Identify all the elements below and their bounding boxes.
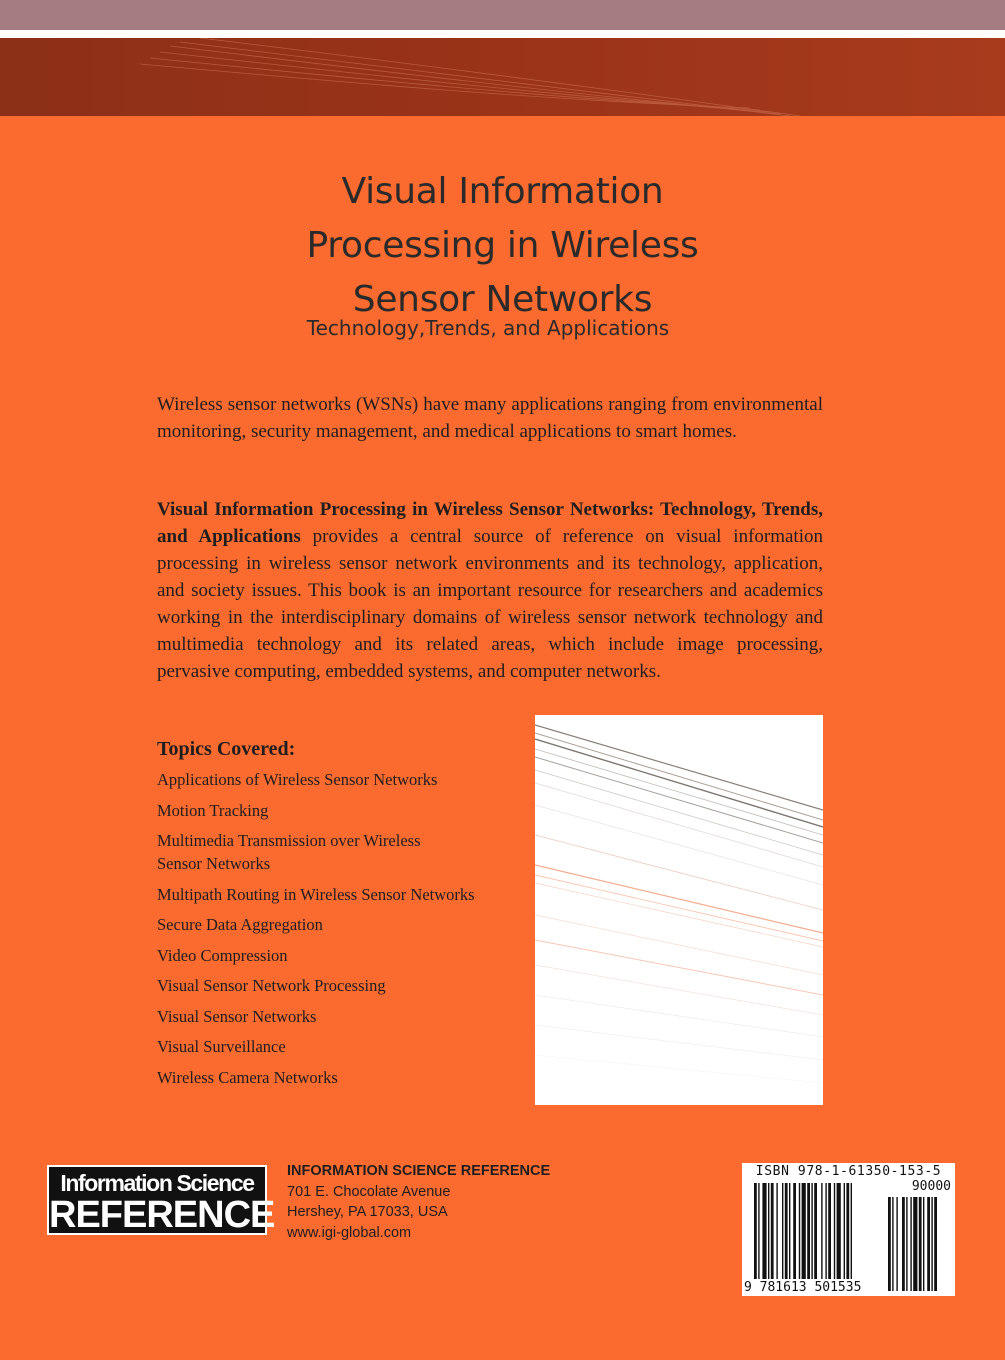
topics-heading: Topics Covered: — [157, 738, 296, 760]
topic-item: Multimedia Transmission over Wireless Sensor Networks — [157, 831, 421, 873]
topic-item: Motion Tracking — [157, 800, 269, 820]
topic-item: Wireless Camera Networks — [157, 1067, 338, 1087]
topic-item: Video Compression — [157, 945, 288, 965]
publisher-address-1: 701 E. Chocolate Avenue — [287, 1183, 451, 1200]
title-line-1: Visual Information — [341, 171, 664, 212]
barcode-digits: 9 781613 501535 — [744, 1280, 862, 1295]
publisher-address-2: Hershey, PA 17033, USA — [287, 1204, 448, 1220]
decorative-wave-band — [0, 38, 1005, 116]
publisher-website: www.igi-global.com — [287, 1224, 412, 1241]
intro-paragraph: Wireless sensor networks (WSNs) have many applications ranging from environmental monitoring, security management, and medical applications to smart homes. — [157, 394, 823, 442]
topic-item: Visual Sensor Network Processing — [157, 976, 386, 995]
title-line-2: Processing in Wireless — [306, 225, 699, 266]
isbn-number: ISBN 978-1-61350-153-5 — [755, 1164, 942, 1179]
white-divider — [0, 30, 1005, 38]
description-bold-title: Visual Information Processing in Wireless Sensor Networks: Technology, Trends, and Applications — [157, 499, 823, 547]
barcode-bars — [742, 1163, 955, 1296]
publisher-name: INFORMATION SCIENCE REFERENCE — [287, 1163, 551, 1179]
logo-line-2: REFERENCE — [49, 1194, 275, 1236]
topic-item: Visual Surveillance — [157, 1037, 286, 1056]
book-subtitle: Technology,Trends, and Applications — [306, 316, 670, 340]
publisher-logo — [47, 1165, 275, 1236]
top-color-band — [0, 0, 1005, 30]
streak-lines-graphic — [535, 715, 823, 1105]
description-text: provides a central source of reference on visual information processing in wireless sensor network environments and its technology, application, and society issues. This book is an important resource for researchers and academics working in the interdisciplinary domains of wireless sensor network technology and multimedia technology and its related areas, which include image processing, pervasive computing, embedded systems, and computer networks. — [157, 526, 823, 682]
abstract-lines-image — [535, 715, 823, 1105]
book-title — [0, 165, 1005, 327]
publisher-info — [287, 1161, 550, 1243]
logo-line-1: Information Science — [60, 1170, 254, 1196]
isbn-barcode — [742, 1163, 955, 1296]
price-addon: 90000 — [911, 1179, 951, 1194]
topics-list — [157, 768, 527, 1096]
topic-item: Secure Data Aggregation — [157, 915, 323, 934]
description-paragraph — [157, 496, 823, 685]
topic-item: Visual Sensor Networks — [157, 1006, 317, 1026]
title-line-3: Sensor Networks — [352, 279, 653, 320]
topic-item: Applications of Wireless Sensor Networks — [157, 770, 438, 789]
wave-lines-graphic — [0, 38, 1005, 116]
topic-item: Multipath Routing in Wireless Sensor Networks — [157, 884, 475, 904]
